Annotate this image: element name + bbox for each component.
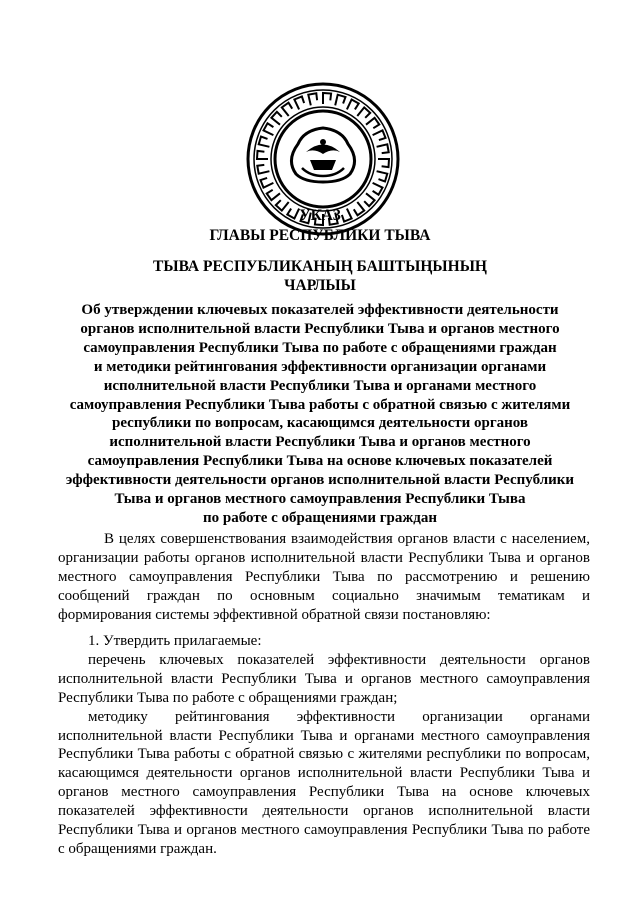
document-title — [60, 301, 580, 528]
seal-ornament — [259, 137, 270, 147]
seal-ornament — [267, 190, 280, 200]
seal-ornament — [323, 93, 331, 104]
title-line: эффективности деятельности органов исполнительной власти Республики — [65, 472, 575, 489]
seal-ornament — [364, 193, 374, 206]
title-line: по работе с обращениями граждан — [203, 509, 437, 526]
title-line: республики по вопросам, касающимся деятельности органов — [111, 415, 529, 432]
item-list — [58, 632, 590, 859]
seal-ornament — [377, 144, 389, 153]
title-line: исполнительной власти Республики Тыва и органов местного — [109, 434, 531, 451]
seal-ornament — [264, 123, 274, 135]
item-1-a-paragraph: перечень ключевых показателей эффективности деятельности органов исполнительной власти Республики Тыва и органов местного самоуправления Республики Тыва по работе с обращениями граждан; — [58, 651, 590, 706]
item-1-b-paragraph: методику рейтингования эффективности организации органами исполнительной власти Республики Тыва и органами местного самоуправления Республики Тыва работы с обратной связью с жителями республики по вопросам, касающимся деятельности органов исполнительной власти Республики Тыва и органов местного самоуправления Республики Тыва на основе ключевых показателей эффективности деятельности органов исполнительной власти Республики Тыва и органов местного самоуправления Республики Тыва по работе с обращениями граждан. — [58, 708, 590, 857]
title-line: Об утверждении ключевых показателей эффективности деятельности — [81, 302, 559, 318]
seal-ornament — [261, 178, 274, 188]
decree-issuer: ГЛАВЫ РЕСПУБЛИКИ ТЫВА — [209, 227, 431, 244]
seal-ornament — [271, 112, 281, 125]
item-1-heading: 1. Утвердить прилагаемые: — [88, 633, 262, 649]
seal-ornament — [335, 95, 345, 106]
seal-ornament — [308, 93, 317, 105]
seal-ornament — [366, 118, 379, 128]
preamble-block — [58, 530, 590, 625]
title-line: самоуправления Республики Тыва по работе с обращениями граждан — [83, 339, 557, 356]
title-line: исполнительной власти Республики Тыва и органами местного — [103, 377, 537, 394]
seal-ornament — [282, 103, 292, 116]
seal-ornament — [294, 97, 304, 110]
seal-ornament — [257, 165, 269, 174]
title-line: самоуправления Республики Тыва работы с обратной связью с жителями — [69, 396, 571, 413]
decree-label-tuvan: ТЫВА РЕСПУБЛИКАНЫҢ БАШТЫҢЫНЫҢ — [153, 258, 487, 275]
title-line: и методики рейтингования эффективности организации органами — [93, 358, 547, 375]
seal-ornament — [377, 171, 388, 181]
title-line: органов исполнительной власти Республики Тыва и органов местного — [80, 320, 560, 337]
seal-ornament — [373, 183, 383, 195]
seal-ornament — [347, 100, 359, 110]
decree-issuer-tuvan: ЧАРЛЫЫ — [284, 277, 356, 294]
decree-label: УКАЗ — [299, 207, 341, 224]
title-line: самоуправления Республики Тыва на основе ключевых показателей — [87, 453, 553, 470]
seal-ornament — [378, 159, 389, 167]
title-line: Тыва и органов местного самоуправления Республики Тыва — [114, 491, 526, 508]
seal-ornament — [357, 107, 370, 117]
seal-ornament — [373, 130, 386, 140]
seal-ornament — [257, 151, 268, 159]
preamble-paragraph: В целях совершенствования взаимодействия органов власти с населением, организации работы органов исполнительной власти Республики Тыва и органов местного самоуправления Республики Тыва по рассмотрению и решению сообщений граждан по основным социально значимым тематикам и формирования системы эффективной обратной связи постановляю: — [58, 531, 590, 623]
